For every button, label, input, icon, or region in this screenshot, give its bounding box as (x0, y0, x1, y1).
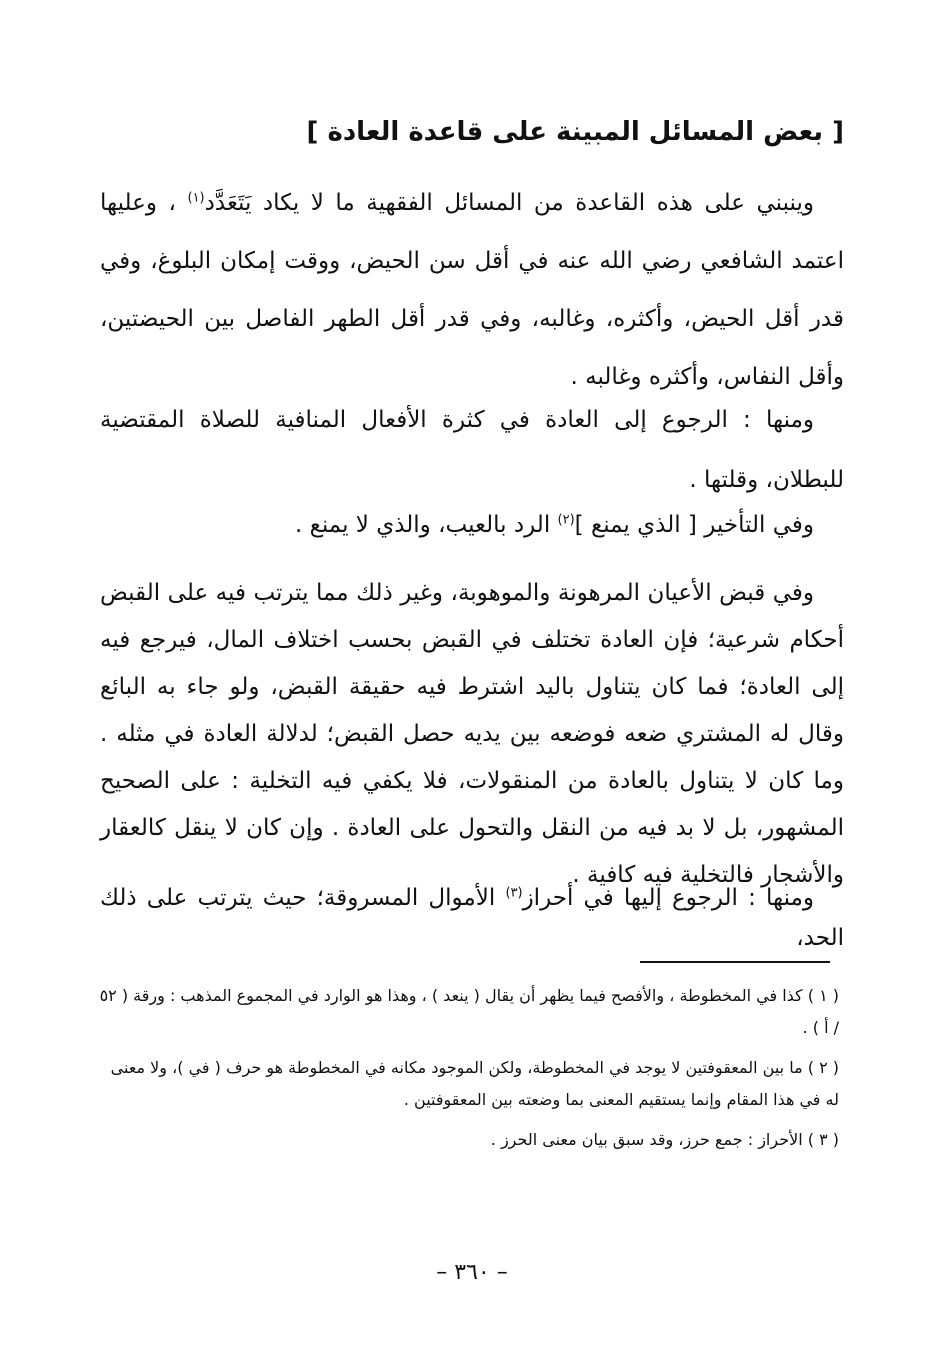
footnote-1 (99, 980, 839, 1044)
footnote-text: ما بين المعقوفتين لا يوجد في المخطوطة، ولكن الموجود مكانه في المخطوطة هو حرف ( في )، ولا معنى له في هذا المقام وإنما يستقيم المعنى بما وضعته بين المعقوفتين . (110, 1058, 839, 1109)
footnote-2 (99, 1052, 839, 1116)
footnote-separator (640, 961, 830, 963)
paragraph-4 (100, 570, 844, 899)
footnote-text: كذا في المخطوطة ، والأفصح فيما يظهر أن يقال ( ينعد ) ، وهذا هو الوارد في المجموع المذهب : ورقة ( ٥٢ / أ ) . (99, 986, 839, 1037)
paragraph-3-text-start: وفي التأخير [ الذي يمنع ] (574, 512, 814, 538)
footnotes (99, 980, 839, 1164)
paragraph-2 (100, 390, 844, 510)
page-number: – ٣٦٠ – (436, 1260, 508, 1285)
paragraph-1-text-end: ، وعليها اعتمد الشافعي رضي الله عنه في أقل سن الحيض، ووقت إمكان البلوغ، وفي قدر أقل الحيض، وأكثره، وغالبه، وفي قدر أقل الطهر الفاصل بين الحيضتين، وأقل النفاس، وأكثره وغالبه . (100, 190, 844, 390)
footnote-ref-2: (٢) (557, 512, 575, 528)
paragraph-3 (100, 505, 844, 545)
paragraph-5-text-end: الأموال المسروقة؛ حيث يترتب على ذلك الحد، (100, 885, 844, 951)
footnote-marker: ( ٣ ) (807, 1130, 839, 1149)
footnote-marker: ( ٢ ) (807, 1058, 839, 1077)
footnote-3 (99, 1124, 839, 1156)
paragraph-5 (100, 878, 844, 958)
footnote-marker: ( ١ ) (807, 986, 839, 1005)
paragraph-3-text-end: الرد بالعيب، والذي لا يمنع . (294, 512, 551, 538)
paragraph-4-text: وفي قبض الأعيان المرهونة والموهوبة، وغير ذلك مما يترتب فيه على القبض أحكام شرعية؛ فإن العادة تختلف في القبض بحسب اختلاف المال، فيرجع فيه إلى العادة؛ فما كان يتناول باليد اشترط فيه حقيقة القبض، ولو جاء به البائع وقال له المشتري ضعه فوضعه بين يديه حصل القبض؛ لدلالة العادة في مثله . وما كان لا يتناول بالعادة من المنقولات، فلا يكفي فيه التخلية : على الصحيح المشهور، بل لا بد فيه من النقل والتحول على العادة . وإن كان لا ينقل كالعقار والأشجار فالتخلية فيه كافية . (100, 580, 844, 888)
footnote-text: الأحراز : جمع حرز، وقد سبق بيان معنى الحرز . (490, 1130, 803, 1149)
paragraph-1-text-start: وينبني على هذه القاعدة من المسائل الفقهية ما لا يكاد يَتَعَدَّد (204, 190, 815, 216)
paragraph-2-text: ومنها : الرجوع إلى العادة في كثرة الأفعال المنافية للصلاة المقتضية للبطلان، وقلتها . (100, 407, 844, 493)
footnote-ref-3: (٣) (505, 885, 523, 901)
footnote-ref-1: (١) (187, 190, 205, 206)
paragraph-5-text-start: ومنها : الرجوع إليها في أحراز (522, 885, 815, 911)
paragraph-1 (100, 174, 844, 406)
section-heading: [ بعض المسائل المبينة على قاعدة العادة ] (306, 117, 844, 147)
